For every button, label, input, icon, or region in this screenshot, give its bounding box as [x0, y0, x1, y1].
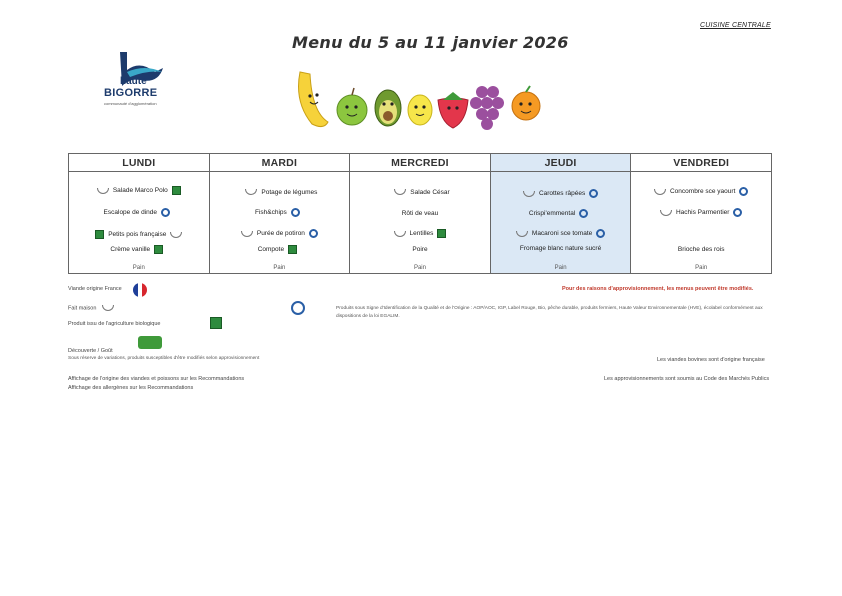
bio-icon — [288, 245, 297, 254]
day-header-lundi: LUNDI — [69, 154, 210, 172]
logo-tagline: communauté d'agglomération — [104, 101, 157, 106]
strawberry-icon — [438, 92, 468, 128]
orange-icon — [512, 86, 540, 120]
dish-dessert: Compote — [210, 245, 350, 254]
fait-maison-icon — [394, 189, 406, 195]
page-title: Menu du 5 au 11 janvier 2026 — [292, 33, 569, 52]
label-icon — [579, 209, 588, 218]
legend-bio: Produit issu de l'agriculture biologique — [68, 321, 161, 327]
label-description: Produits sous Signe d'Identification de la Qualité et de l'Origine : AOP/AOC, IGP, Label Rouge, Bio, pêche durable, produits fermiers, Haute Valeur Environnementale (HVE), écolabel conformément aux dispositions de la loi EGALIM. — [336, 306, 763, 319]
bio-icon — [95, 230, 104, 239]
dish-side: Macaroni sce tomate — [491, 229, 631, 238]
logo-bigorre: BIGORRE — [104, 87, 158, 99]
france-flag-icon — [133, 283, 147, 297]
label-icon — [309, 229, 318, 238]
dish-dessert: Fromage blanc nature sucré — [519, 245, 602, 252]
avocado-icon — [375, 90, 401, 126]
fait-maison-icon — [245, 189, 257, 195]
dish-dessert: Poire — [412, 246, 428, 253]
dish-dessert: Crème vanille — [69, 245, 209, 254]
bio-logo-icon — [210, 317, 222, 329]
dish-main: Hachis Parmentier — [631, 208, 771, 217]
fait-maison-icon — [654, 189, 666, 195]
day-header-vendredi: VENDREDI — [631, 154, 772, 172]
menu-table — [68, 153, 772, 274]
dish-side: Purée de potiron — [210, 229, 350, 238]
dish-starter: Salade Marco Polo — [69, 186, 209, 195]
day-cell-lundi — [69, 172, 210, 274]
dish-starter: Salade César — [350, 189, 490, 196]
fruits-illustration — [290, 62, 550, 136]
fait-maison-icon — [523, 191, 535, 197]
bio-icon — [172, 186, 181, 195]
day-cell-jeudi — [490, 172, 631, 274]
fait-maison-icon — [102, 305, 114, 311]
dish-main: Crispi'emmental — [491, 209, 631, 218]
bread-label: Pain — [554, 265, 567, 271]
dish-side: Petits pois française — [69, 230, 209, 239]
legend-gout-note: Sous réserve de variations, produits susceptibles d'être modifiés selon approvisionnement — [68, 356, 260, 361]
day-cell-vendredi — [631, 172, 772, 274]
fait-maison-icon — [394, 231, 406, 237]
day-header-mercredi: MERCREDI — [350, 154, 491, 172]
dish-starter: Concombre sce yaourt — [631, 187, 771, 196]
cuisine-centrale-label: CUISINE CENTRALE — [700, 22, 771, 29]
day-header-jeudi: JEUDI — [490, 154, 631, 172]
fait-maison-icon — [170, 232, 182, 238]
gout-badge-icon — [138, 336, 162, 349]
banana-icon — [299, 72, 329, 127]
grapes-icon — [470, 86, 504, 130]
bread-label: Pain — [273, 265, 286, 271]
lemon-icon — [408, 95, 432, 125]
bread-label: Pain — [695, 265, 708, 271]
fait-maison-icon — [516, 231, 528, 237]
dish-main: Escalope de dinde — [69, 208, 209, 217]
bio-icon — [154, 245, 163, 254]
bread-label: Pain — [132, 265, 145, 271]
dish-side: Lentilles — [350, 229, 490, 238]
approvisionnement-note: Les approvisionnements sont soumis au Code des Marchés Publics — [604, 376, 770, 382]
label-icon — [161, 208, 170, 217]
dish-starter: Carottes râpées — [491, 189, 631, 198]
day-cell-mercredi — [350, 172, 491, 274]
legend-affichage-allergenes: Affichage des allergènes sur les Recommandations — [68, 385, 194, 391]
fait-maison-icon — [241, 231, 253, 237]
dish-dessert: Brioche des rois — [677, 246, 725, 253]
dish-main: Rôti de veau — [401, 210, 439, 217]
dish-main: Fish&chips — [210, 208, 350, 217]
legend-viande-france: Viande origine France — [68, 286, 122, 292]
legend-fait-maison: Fait maison — [68, 305, 118, 311]
legend-gout: Découverte / Goût — [68, 348, 113, 354]
dish-starter: Potage de légumes — [210, 189, 350, 196]
day-header-mardi: MARDI — [209, 154, 350, 172]
label-icon — [733, 208, 742, 217]
bio-icon — [437, 229, 446, 238]
supply-note: Pour des raisons d'approvisionnement, les menus peuvent être modifiés. — [562, 286, 754, 292]
legend-affichage-origine: Affichage de l'origine des viandes et poissons sur les Recommandations — [68, 376, 245, 382]
fait-maison-icon — [97, 188, 109, 194]
apple-icon — [337, 88, 367, 125]
label-qualite-icon — [291, 301, 305, 315]
label-icon — [596, 229, 605, 238]
bread-label: Pain — [413, 265, 426, 271]
viandes-origine-note: Les viandes bovines sont d'origine française — [657, 357, 765, 363]
label-icon — [739, 187, 748, 196]
day-cell-mardi — [209, 172, 350, 274]
fait-maison-icon — [660, 210, 672, 216]
haute-bigorre-logo — [100, 50, 175, 114]
label-icon — [291, 208, 300, 217]
logo-haute: haute — [120, 76, 147, 87]
label-icon — [589, 189, 598, 198]
